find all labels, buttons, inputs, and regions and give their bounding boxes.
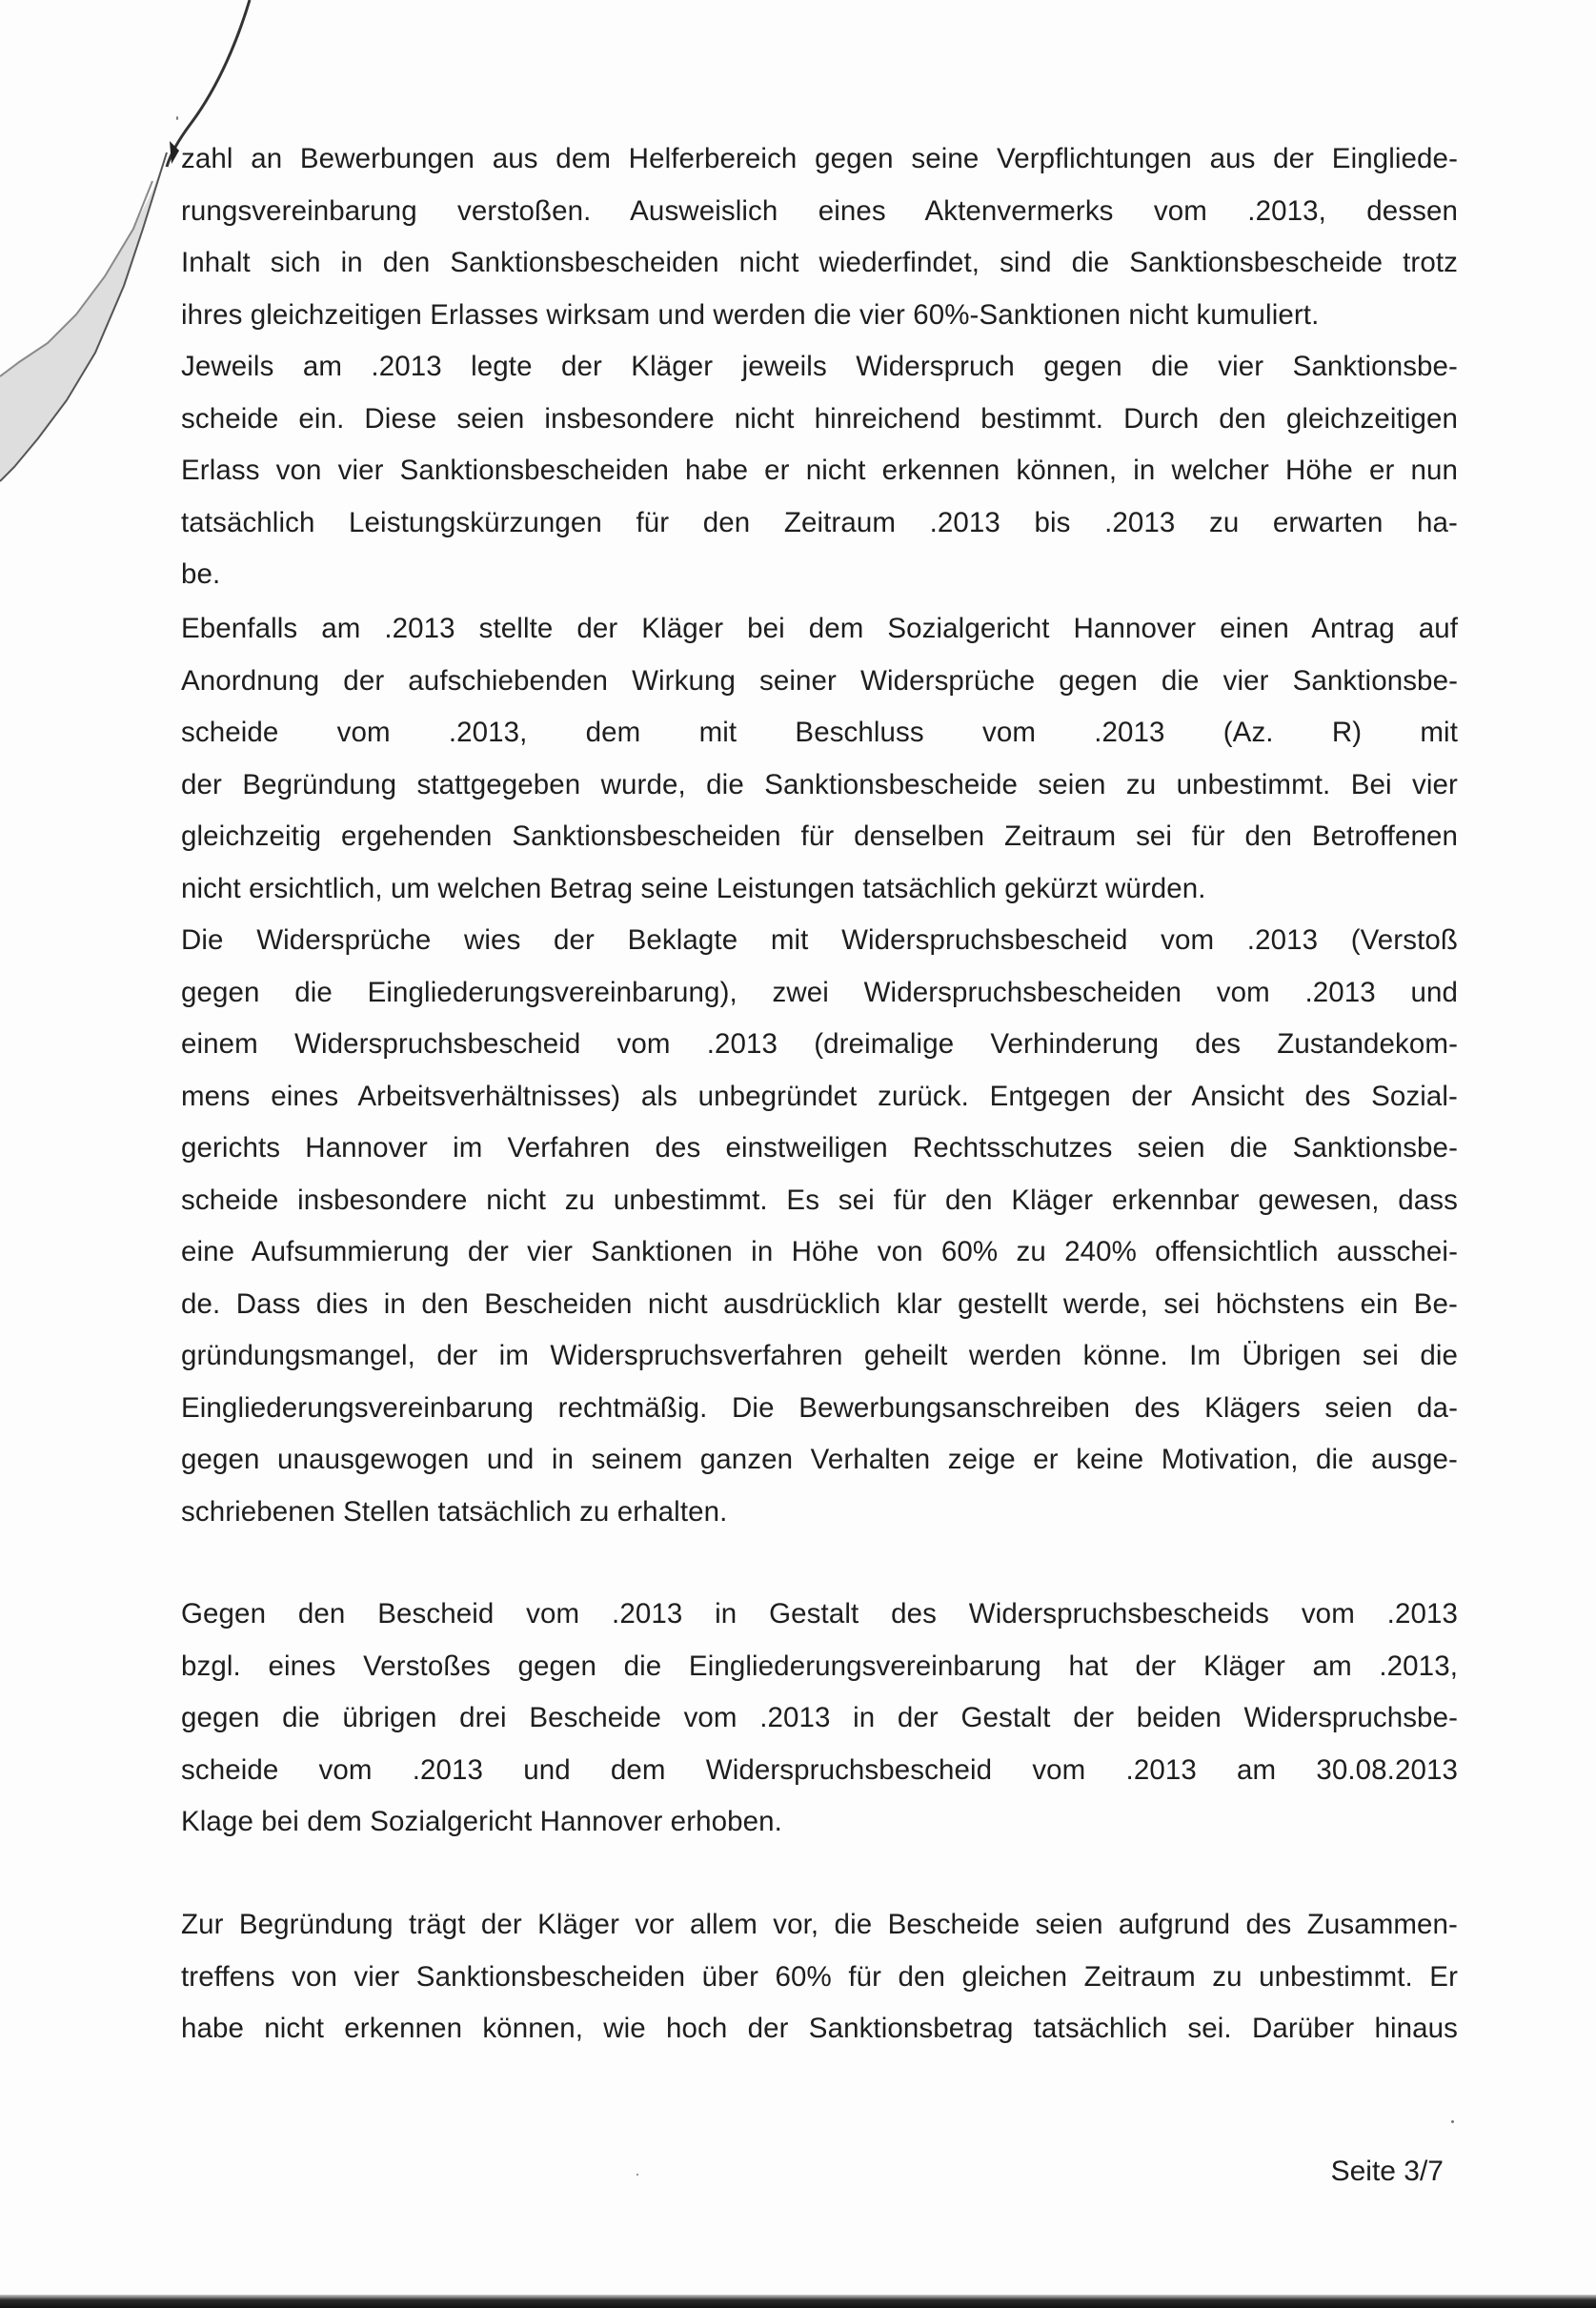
text-line: gegen unausgewogen und in seinem ganzen Verhalten zeige er keine Motivation, die ausge-	[181, 1444, 1458, 1475]
text-line: scheide vom .2013 und dem Widerspruchsbescheid vom .2013 am 30.08.2013	[181, 1753, 1458, 1786]
text-line: Erlass von vier Sanktionsbescheiden habe er nicht erkennen können, in welcher Höhe er nun	[181, 455, 1458, 486]
text-line: schriebenen Stellen tatsächlich zu erhalten.	[181, 1495, 728, 1528]
paragraph-2	[181, 341, 1458, 601]
text-line: tatsächlich Leistungskürzungen für den Zeitraum .2013 bis .2013 zu erwarten ha-	[181, 506, 1458, 538]
text-line: Inhalt sich in den Sanktionsbescheiden nicht wiederfindet, sind die Sanktionsbescheide trotz	[181, 247, 1458, 278]
text-line: habe nicht erkennen können, wie hoch der Sanktionsbetrag tatsächlich sei. Darüber hinaus	[181, 2013, 1458, 2044]
text-line: eine Aufsummierung der vier Sanktionen in Höhe von 60% zu 240% offensichtlich ausschei-	[181, 1236, 1458, 1267]
page-number: Seite 3/7	[1330, 2156, 1444, 2187]
text-line: Anordnung der aufschiebenden Wirkung seiner Widersprüche gegen die vier Sanktionsbe-	[181, 664, 1458, 697]
text-line: zahl an Bewerbungen aus dem Helferbereich gegen seine Verpflichtungen aus der Eingliede-	[181, 143, 1458, 174]
text-line: be.	[181, 558, 221, 590]
paragraph-4	[181, 915, 1458, 1538]
scan-bottom-edge	[0, 2295, 1596, 2308]
text-line: treffens von vier Sanktionsbescheiden über 60% für den gleichen Zeitraum zu unbestimmt. Er	[181, 1960, 1458, 1993]
text-line: Die Widersprüche wies der Beklagte mit Widerspruchsbescheid vom .2013 (Verstoß	[181, 924, 1458, 956]
text-line: ihres gleichzeitigen Erlasses wirksam und werden die vier 60%-Sanktionen nicht kumuliert.	[181, 298, 1320, 331]
paragraph-6	[181, 1899, 1458, 2055]
text-line: gegen die übrigen drei Bescheide vom .2013 in der Gestalt der beiden Widerspruchsbe-	[181, 1702, 1458, 1733]
text-line: der Begründung stattgegeben wurde, die Sanktionsbescheide seien zu unbestimmt. Bei vier	[181, 768, 1458, 800]
text-line: bzgl. eines Verstoßes gegen die Eingliederungsvereinbarung hat der Kläger am .2013,	[181, 1650, 1458, 1682]
paragraph-1	[181, 133, 1458, 341]
scan-speck	[176, 116, 178, 120]
scan-speck	[636, 2174, 638, 2176]
text-line: de. Dass dies in den Bescheiden nicht ausdrücklich klar gestellt werde, sei höchstens ein Be-	[181, 1287, 1458, 1320]
text-line: gründungsmangel, der im Widerspruchsverfahren geheilt werden könne. Im Übrigen sei die	[181, 1340, 1458, 1371]
text-line: einem Widerspruchsbescheid vom .2013 (dreimalige Verhinderung des Zustandekom-	[181, 1028, 1458, 1060]
text-line: Klage bei dem Sozialgericht Hannover erhoben.	[181, 1806, 782, 1837]
text-line: gleichzeitig ergehenden Sanktionsbescheiden für denselben Zeitraum sei für den Betroffenen	[181, 820, 1458, 852]
paragraph-5	[181, 1589, 1458, 1849]
text-line: Jeweils am .2013 legte der Kläger jeweils Widerspruch gegen die vier Sanktionsbe-	[181, 351, 1458, 382]
text-line: nicht ersichtlich, um welchen Betrag seine Leistungen tatsächlich gekürzt würden.	[181, 872, 1206, 904]
text-line: Eingliederungsvereinbarung rechtmäßig. Die Bewerbungsanschreiben des Klägers seien da-	[181, 1391, 1458, 1424]
text-line: Zur Begründung trägt der Kläger vor allem vor, die Bescheide seien aufgrund des Zusammen-	[181, 1909, 1458, 1940]
text-line: scheide ein. Diese seien insbesondere nicht hinreichend bestimmt. Durch den gleichzeitigen	[181, 402, 1458, 435]
text-line: Gegen den Bescheid vom .2013 in Gestalt des Widerspruchsbescheids vom .2013	[181, 1598, 1458, 1630]
text-line: scheide insbesondere nicht zu unbestimmt. Es sei für den Kläger erkennbar gewesen, dass	[181, 1184, 1458, 1216]
text-line: Ebenfalls am .2013 stellte der Kläger bei dem Sozialgericht Hannover einen Antrag auf	[181, 613, 1458, 644]
paragraph-3	[181, 603, 1458, 915]
text-line: gegen die Eingliederungsvereinbarung), zwei Widerspruchsbescheiden vom .2013 und	[181, 976, 1458, 1008]
text-line: rungsvereinbarung verstoßen. Ausweislich eines Aktenvermerks vom .2013, dessen	[181, 194, 1458, 227]
text-line: gerichts Hannover im Verfahren des einstweiligen Rechtsschutzes seien die Sanktionsbe-	[181, 1132, 1458, 1164]
text-line: scheide vom .2013, dem mit Beschluss vom .2013 (Az. R) mit	[181, 717, 1458, 748]
scan-speck	[1451, 2120, 1454, 2123]
text-line: mens eines Arbeitsverhältnisses) als unbegründet zurück. Entgegen der Ansicht des Sozial-	[181, 1080, 1458, 1112]
